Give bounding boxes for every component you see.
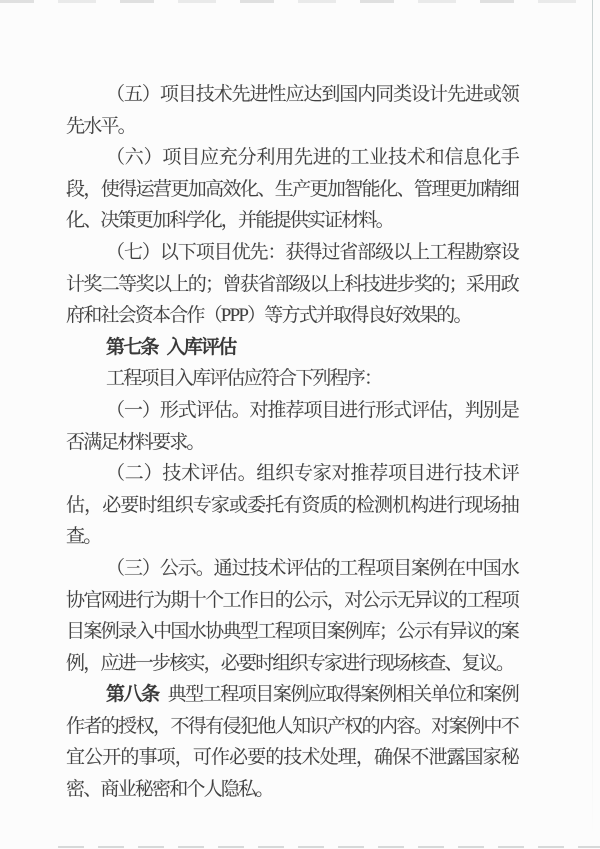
article-7-heading [66, 332, 518, 364]
step-2-paragraph: （二）技术评估。组织专家对推荐项目进行技术评估，必要时组织专家或委托有资质的检测机构进行现场抽查。 [66, 463, 518, 548]
article-8-number: 第八条 [106, 684, 159, 706]
clause-5-paragraph: （五）项目技术先进性应达到国内同类设计先进或领先水平。 [66, 84, 518, 137]
scan-artifact-top-edge [0, 0, 600, 3]
article-7-number: 第七条 [106, 336, 158, 358]
article-7-title: 入库评估 [166, 336, 236, 358]
procedure-intro-paragraph: 工程项目入库评估应符合下列程序： [106, 368, 382, 390]
scan-artifact-right-edge [592, 0, 593, 838]
step-1-paragraph: （一）形式评估。对推荐项目进行形式评估，判别是否满足材料要求。 [66, 399, 518, 453]
step-3-paragraph: （三）公示。通过技术评估的工程项目案例在中国水协官网进行为期十个工作日的公示，对公示无异议的工程项目案例录入中国水协典型工程项目案例库；公示有异议的案例，应进一步核实，必要时组织专家进行现场核查、复议。 [66, 557, 518, 674]
document-body [66, 79, 518, 806]
clause-6-paragraph: （六）项目应充分利用先进的工业技术和信息化手段，使得运营更加高效化、生产更加智能化、管理更加精细化、决策更加科学化，并能提供实证材料。 [66, 147, 518, 232]
article-8-paragraph [66, 679, 518, 805]
clause-7-paragraph: （七）以下项目优先：获得过省部级以上工程勘察设计奖二等奖以上的；曾获省部级以上科技进步奖的；采用政府和社会资本合作（PPP）等方式并取得良好效果的。 [66, 241, 518, 327]
article-8-text: 典型工程项目案例应取得案例相关单位和案例作者的授权，不得有侵犯他人知识产权的内容。对案例中不宜公开的事项，可作必要的技术处理，确保不泄露国家秘密、商业秘密和个人隐私。 [66, 684, 518, 801]
scan-artifact-bottom-edge [58, 846, 600, 848]
